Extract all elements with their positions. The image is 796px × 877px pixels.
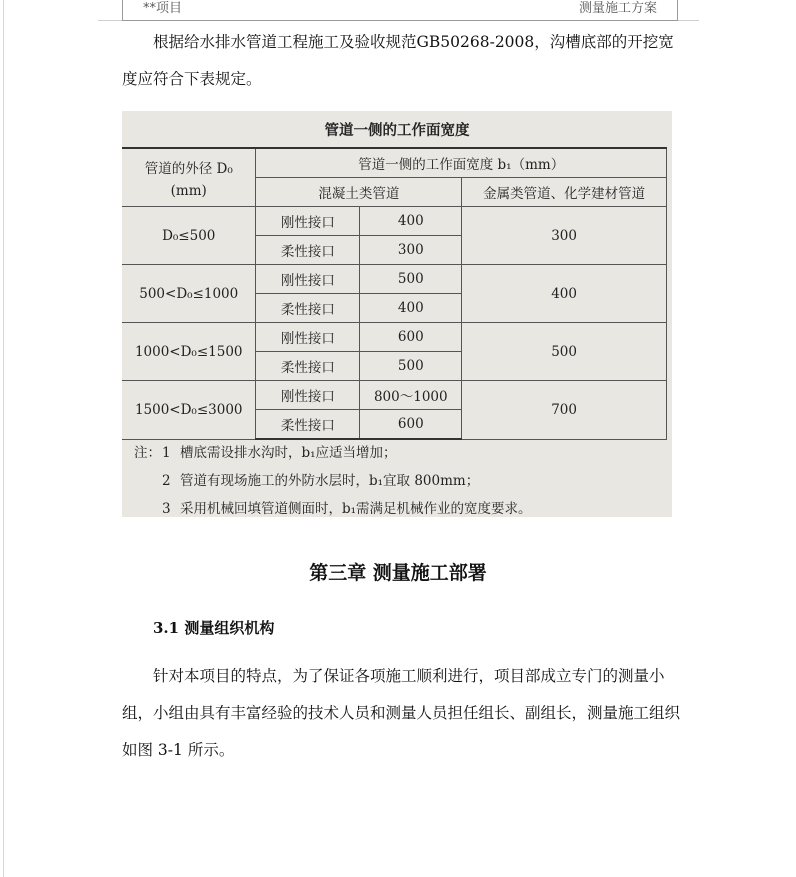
- header-rule-left: [98, 20, 122, 21]
- value-cell: 500: [360, 352, 462, 381]
- range-cell: D₀≤500: [122, 207, 256, 265]
- header-doc-title: 测量施工方案: [578, 1, 657, 16]
- joint-cell: 柔性接口: [256, 410, 360, 440]
- page-header: [122, 0, 678, 21]
- range-cell: 1000<D₀≤1500: [122, 323, 256, 381]
- value-cell: 800～1000: [360, 381, 462, 410]
- header-concrete: 混凝土类管道: [256, 178, 462, 207]
- header-metal: 金属类管道、化学建材管道: [462, 178, 667, 207]
- table-notes: [134, 439, 532, 523]
- intro-paragraph: 根据给水排水管道工程施工及验收规范GB50268-2008，沟槽底部的开挖宽度应符合下表规定。: [122, 33, 674, 88]
- joint-cell: 刚性接口: [256, 381, 360, 410]
- value-cell: 300: [360, 236, 462, 265]
- table-title: 管道一侧的工作面宽度: [324, 122, 470, 139]
- metal-cell: 400: [462, 265, 667, 323]
- body-paragraph: 针对本项目的特点，为了保证各项施工顺利进行，项目部成立专门的测量小组，小组由具有丰富经验的技术人员和测量人员担任组长、副组长，测量施工组织如图 3-1 所示。: [122, 667, 681, 759]
- notes-label: 注：: [134, 445, 161, 461]
- header-project: **项目: [143, 1, 183, 16]
- spec-table: [122, 147, 667, 440]
- metal-cell: 500: [462, 323, 667, 381]
- metal-cell: 300: [462, 207, 667, 265]
- table-row: [122, 381, 667, 410]
- table-row: [122, 265, 667, 294]
- chapter-title: 第三章 测量施工部署: [309, 562, 487, 584]
- value-cell: 400: [360, 294, 462, 323]
- value-cell: 500: [360, 265, 462, 294]
- section-title: 3.1 测量组织机构: [153, 619, 275, 637]
- table-row: [122, 207, 667, 236]
- joint-cell: 刚性接口: [256, 207, 360, 236]
- table-row: [122, 323, 667, 352]
- metal-cell: 700: [462, 381, 667, 440]
- header-diameter: 管道的外径 D₀ (mm): [122, 148, 256, 207]
- page-edge: [3, 0, 4, 877]
- note-item: 3 采用机械回填管道侧面时，b₁需满足机械作业的宽度要求。: [162, 501, 532, 517]
- note-item: 2 管道有现场施工的外防水层时，b₁宜取 800mm；: [162, 473, 480, 489]
- note-item: 注： 1 槽底需设排水沟时，b₁应适当增加；: [134, 439, 532, 467]
- range-cell: 1500<D₀≤3000: [122, 381, 256, 440]
- joint-cell: 柔性接口: [256, 294, 360, 323]
- range-cell: 500<D₀≤1000: [122, 265, 256, 323]
- joint-cell: 刚性接口: [256, 323, 360, 352]
- header-rule-right: [677, 20, 699, 21]
- spec-table-image: [122, 111, 672, 517]
- joint-cell: 柔性接口: [256, 236, 360, 265]
- value-cell: 600: [360, 410, 462, 440]
- value-cell: 600: [360, 323, 462, 352]
- joint-cell: 刚性接口: [256, 265, 360, 294]
- value-cell: 400: [360, 207, 462, 236]
- joint-cell: 柔性接口: [256, 352, 360, 381]
- header-width: 管道一侧的工作面宽度 b₁（mm）: [256, 148, 667, 178]
- table-header-row: [122, 148, 667, 178]
